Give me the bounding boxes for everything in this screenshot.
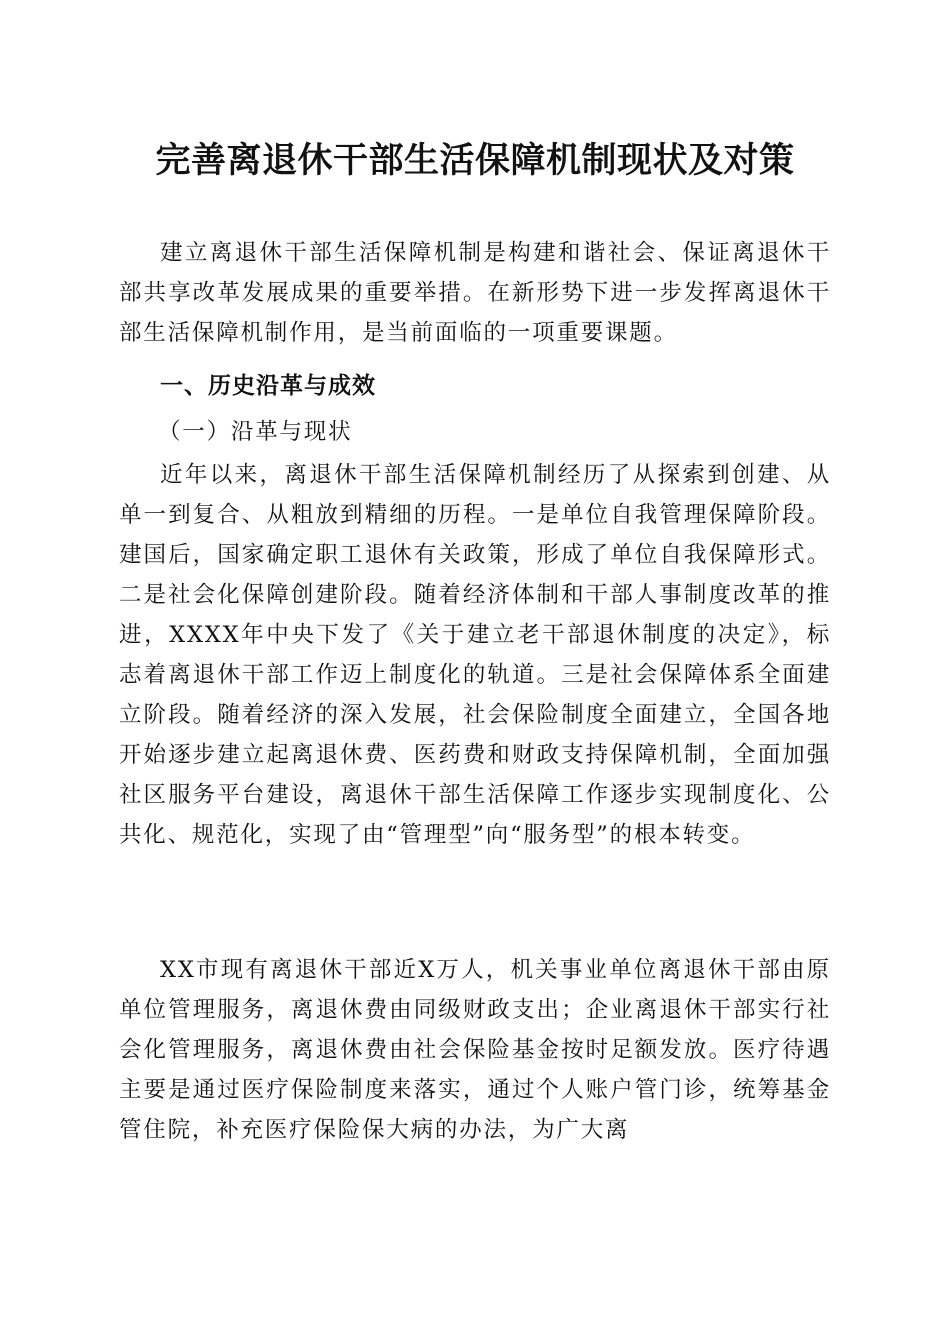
status-paragraph: XX市现有离退休干部近X万人，机关事业单位离退休干部由原单位管理服务，离退休费由同级财政支出；企业离退休干部实行社会化管理服务，离退休费由社会保险基金按时足额发放。医疗待遇主要是通过医疗保险制度来落实，通过个人账户管门诊，统筹基金管住院，补充医疗保险保大病的办法，为广大离 [119,957,831,1143]
intro-paragraph: 建立离退休干部生活保障机制是构建和谐社会、保证离退休干部共享改革发展成果的重要举措。在新形势下进一步发挥离退休干部生活保障机制作用，是当前面临的一项重要课题。 [119,240,831,346]
document-title: 完善离退休干部生活保障机制现状及对策 [155,140,795,181]
section-heading: 一、历史沿革与成效 [160,373,376,399]
history-paragraph: 近年以来，离退休干部生活保障机制经历了从探索到创建、从单一到复合、从粗放到精细的历程。一是单位自我管理保障阶段。建国后，国家确定职工退休有关政策，形成了单位自我保障形式。二是社会化保障创建阶段。随着经济体制和干部人事制度改革的推进，XXXX年中央下发了《关于建立老干部退休制度的决定》，标志着离退休干部工作迈上制度化的轨道。三是社会保障体系全面建立阶段。随着经济的深入发展，社会保险制度全面建立，全国各地开始逐步建立起离退休费、医药费和财政支持保障机制，全面加强社区服务平台建设，离退休干部生活保障工作逐步实现制度化、公共化、规范化，实现了由“管理型”向“服务型”的根本转变。 [119,462,831,848]
subsection-heading: （一）沿革与现状 [158,419,353,445]
